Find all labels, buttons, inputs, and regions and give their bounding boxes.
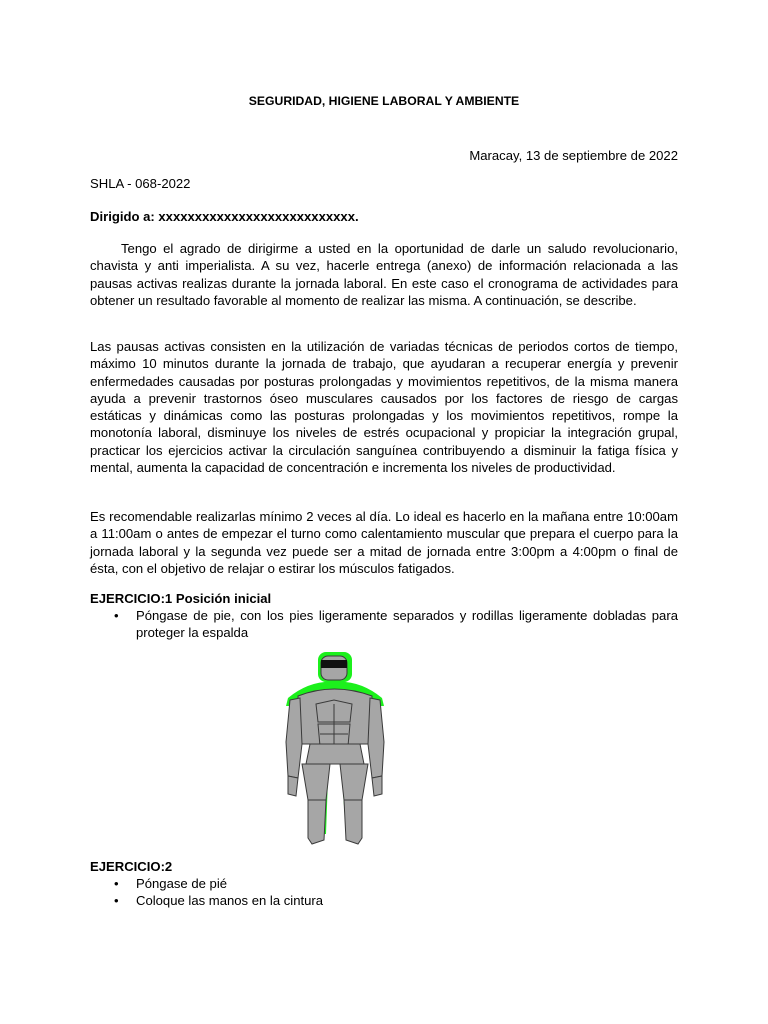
bullet-icon: • — [114, 893, 119, 909]
list-item-text: Póngase de pié — [136, 876, 228, 891]
exercise-2-list — [90, 875, 678, 910]
bullet-icon: • — [114, 608, 119, 623]
addressee-line: Dirigido a: xxxxxxxxxxxxxxxxxxxxxxxxxxx. — [90, 209, 359, 224]
exercise-2-title: EJERCICIO:2 — [90, 859, 173, 874]
recommendation-paragraph: Es recomendable realizarlas mínimo 2 veces al día. Lo ideal es hacerlo en la mañana entre 10:00am a 11:00am o antes de empezar el turno como calentamiento muscular que prepara el cuerpo para la jornada laboral y la segunda vez puede ser a mitad de jornada entre 3:00pm a 4:00pm o final de ésta, con el objetivo de relajar o estirar los músculos fatigados. — [90, 509, 678, 576]
human-figure-illustration — [280, 648, 390, 850]
document-reference: SHLA - 068-2022 — [90, 176, 191, 191]
active-breaks-paragraph: Las pausas activas consisten en la utilización de variadas técnicas de periodos cortos de tiempo, máximo 10 minutos durante la jornada de trabajo, que ayudaran a recuperar energía y prevenir enfermedades causadas por posturas prolongadas y movimientos repetitivos, de la misma manera ayuda a prevenir trastornos óseo musculares causados por los factores de riesgo de cargas estáticas y dinámicas como las posturas prolongadas y los movimientos repetitivos, rompe la monotonía laboral, disminuye los niveles de estrés ocupacional y propiciar la integración grupal, practicar los ejercicios activar la circulación sanguínea contribuyendo a disminuir la fatiga física y mental, aumenta la capacidad de concentración e incrementa los niveles de productividad. — [90, 339, 678, 476]
list-item-text: Póngase de pie, con los pies ligeramente separados y rodillas ligeramente dobladas para proteger la espalda — [136, 608, 678, 641]
list-item — [90, 875, 678, 892]
intro-paragraph: Tengo el agrado de dirigirme a usted en la oportunidad de darle un saludo revolucionario, chavista y anti imperialista. A su vez, hacerle entrega (anexo) de información relacionada a las pausas activas realizas durante la jornada laboral. En este caso el cronograma de actividades para obtener un resultado favorable al momento de realizar las misma. A continuación, se describe. — [90, 241, 678, 308]
document-date: Maracay, 13 de septiembre de 2022 — [469, 148, 678, 163]
bullet-icon: • — [114, 876, 119, 891]
list-item — [90, 607, 678, 642]
exercise-1-list — [90, 607, 678, 642]
list-item-text: Coloque las manos en la cintura — [136, 893, 324, 909]
exercise-1-title: EJERCICIO:1 Posición inicial — [90, 591, 272, 606]
list-item — [90, 892, 678, 909]
document-title: SEGURIDAD, HIGIENE LABORAL Y AMBIENTE — [248, 94, 520, 108]
